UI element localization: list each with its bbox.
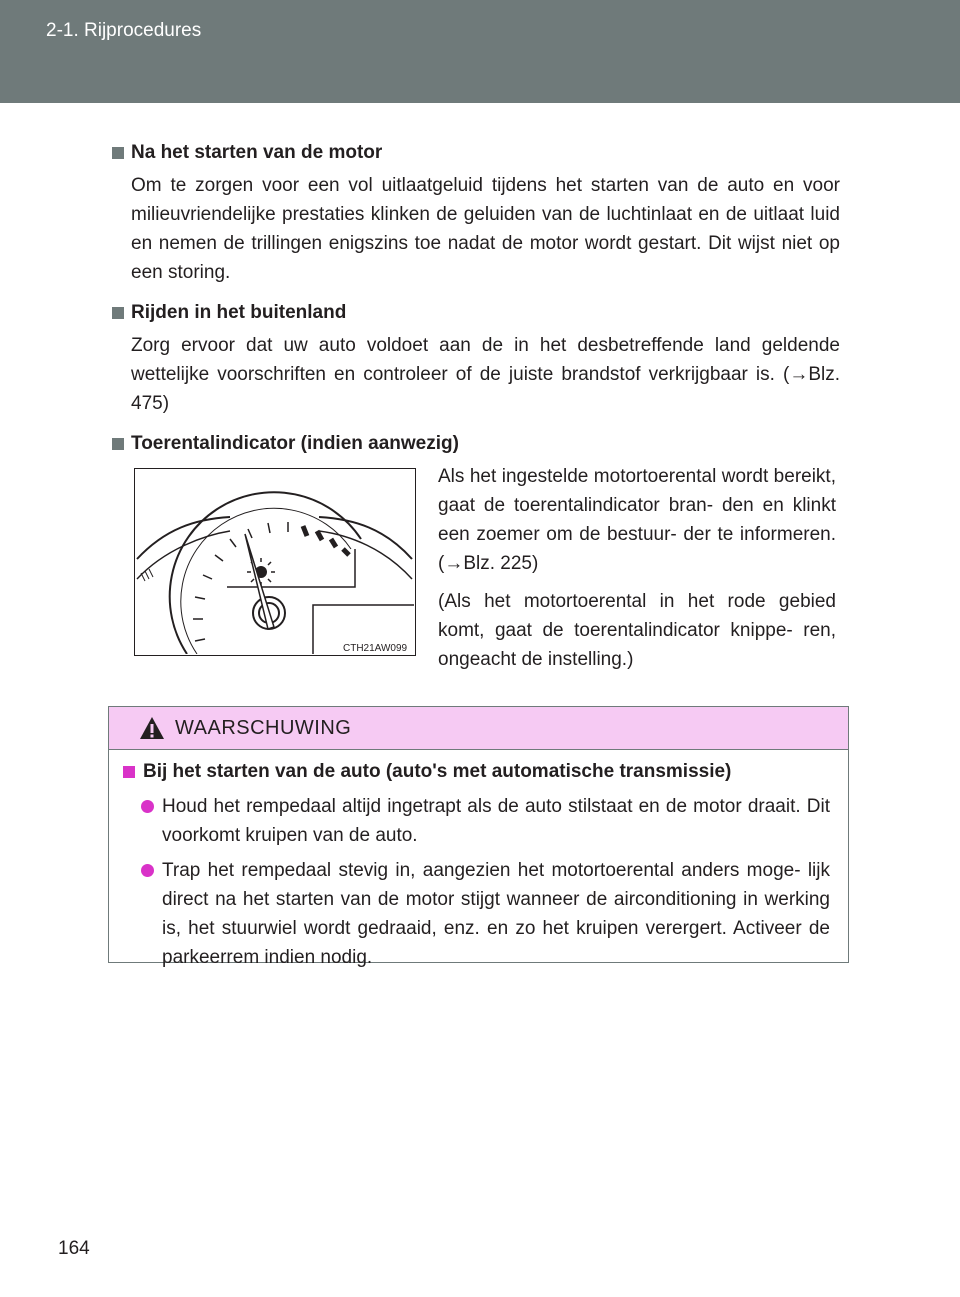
square-bullet-icon: [112, 147, 124, 159]
tach-body-2: (Als het motortoerental in het rode gebied komt, gaat de toerentalindicator knippe- ren, ongeacht de instelling.): [438, 591, 836, 670]
section-heading-text: Toerentalindicator (indien aanwezig): [131, 433, 459, 454]
warning-body: [109, 750, 848, 972]
section-heading: [112, 299, 840, 327]
warning-heading: [123, 758, 840, 786]
square-bullet-icon: [112, 438, 124, 450]
section-heading-text: Na het starten van de motor: [131, 142, 383, 163]
warning-box: [108, 706, 849, 968]
tachometer-drawing: [135, 469, 414, 654]
section-rpm-indicator: [112, 430, 840, 702]
list-item: [123, 792, 840, 850]
bullet-dot-icon: [141, 800, 154, 813]
section-heading: [112, 430, 840, 458]
page-header: [0, 0, 960, 103]
tach-row: [112, 462, 840, 702]
section-heading-text: Rijden in het buitenland: [131, 302, 347, 323]
list-item-text: Trap het rempedaal stevig in, aangezien het motortoerental anders moge- lijk direct na het starten van de motor stijgt wanneer de airconditioning in werking is, het stuurwiel wordt gedraaid, enz. en zo het kruipen verergert. Activeer de parkeerrem indien nodig.: [162, 860, 830, 968]
tach-description: [438, 462, 836, 683]
list-item-text: Houd het rempedaal altijd ingetrapt als de auto stilstaat en de motor draait. Dit voorkomt kruipen van de auto.: [162, 796, 830, 846]
square-bullet-icon: [112, 307, 124, 319]
warning-heading-text: Bij het starten van de auto (auto's met automatische transmissie): [143, 761, 732, 782]
tach-body-1: Als het ingestelde motortoerental wordt bereikt, gaat de toerentalindicator bran- den en klinkt een zoemer om de bestuur- der te informeren. (→Blz. 225): [438, 466, 836, 574]
section-title: 2-1. Rijprocedures: [46, 20, 202, 41]
image-code: CTH21AW099: [343, 643, 408, 654]
bullet-dot-icon: [141, 864, 154, 877]
section-body: Om te zorgen voor een vol uitlaatgeluid tijdens het starten van de auto en voor milieuvriendelijke prestaties klinken de geluiden van de luchtinlaat en de uitlaat luid en nemen de trillingen enigszins toe nadat de motor wordt gestart. Dit wijst niet op een storing.: [131, 175, 840, 283]
tachometer-illustration: [134, 468, 416, 656]
main-content: [112, 139, 840, 702]
section-heading: [112, 139, 840, 167]
section-body: Zorg ervoor dat uw auto voldoet aan de in het desbetreffende land geldende wettelijke voorschriften en controleer of de juiste brandstof verkrijgbaar is. (→Blz. 475): [131, 335, 840, 414]
section-abroad: [112, 299, 840, 418]
warning-title: WAARSCHUWING: [175, 716, 352, 739]
list-item: [123, 856, 840, 972]
warning-header: [109, 707, 848, 750]
square-bullet-icon: [123, 766, 135, 778]
warning-triangle-icon: [139, 716, 165, 740]
section-after-start: [112, 139, 840, 287]
page-number: 164: [58, 1238, 90, 1259]
